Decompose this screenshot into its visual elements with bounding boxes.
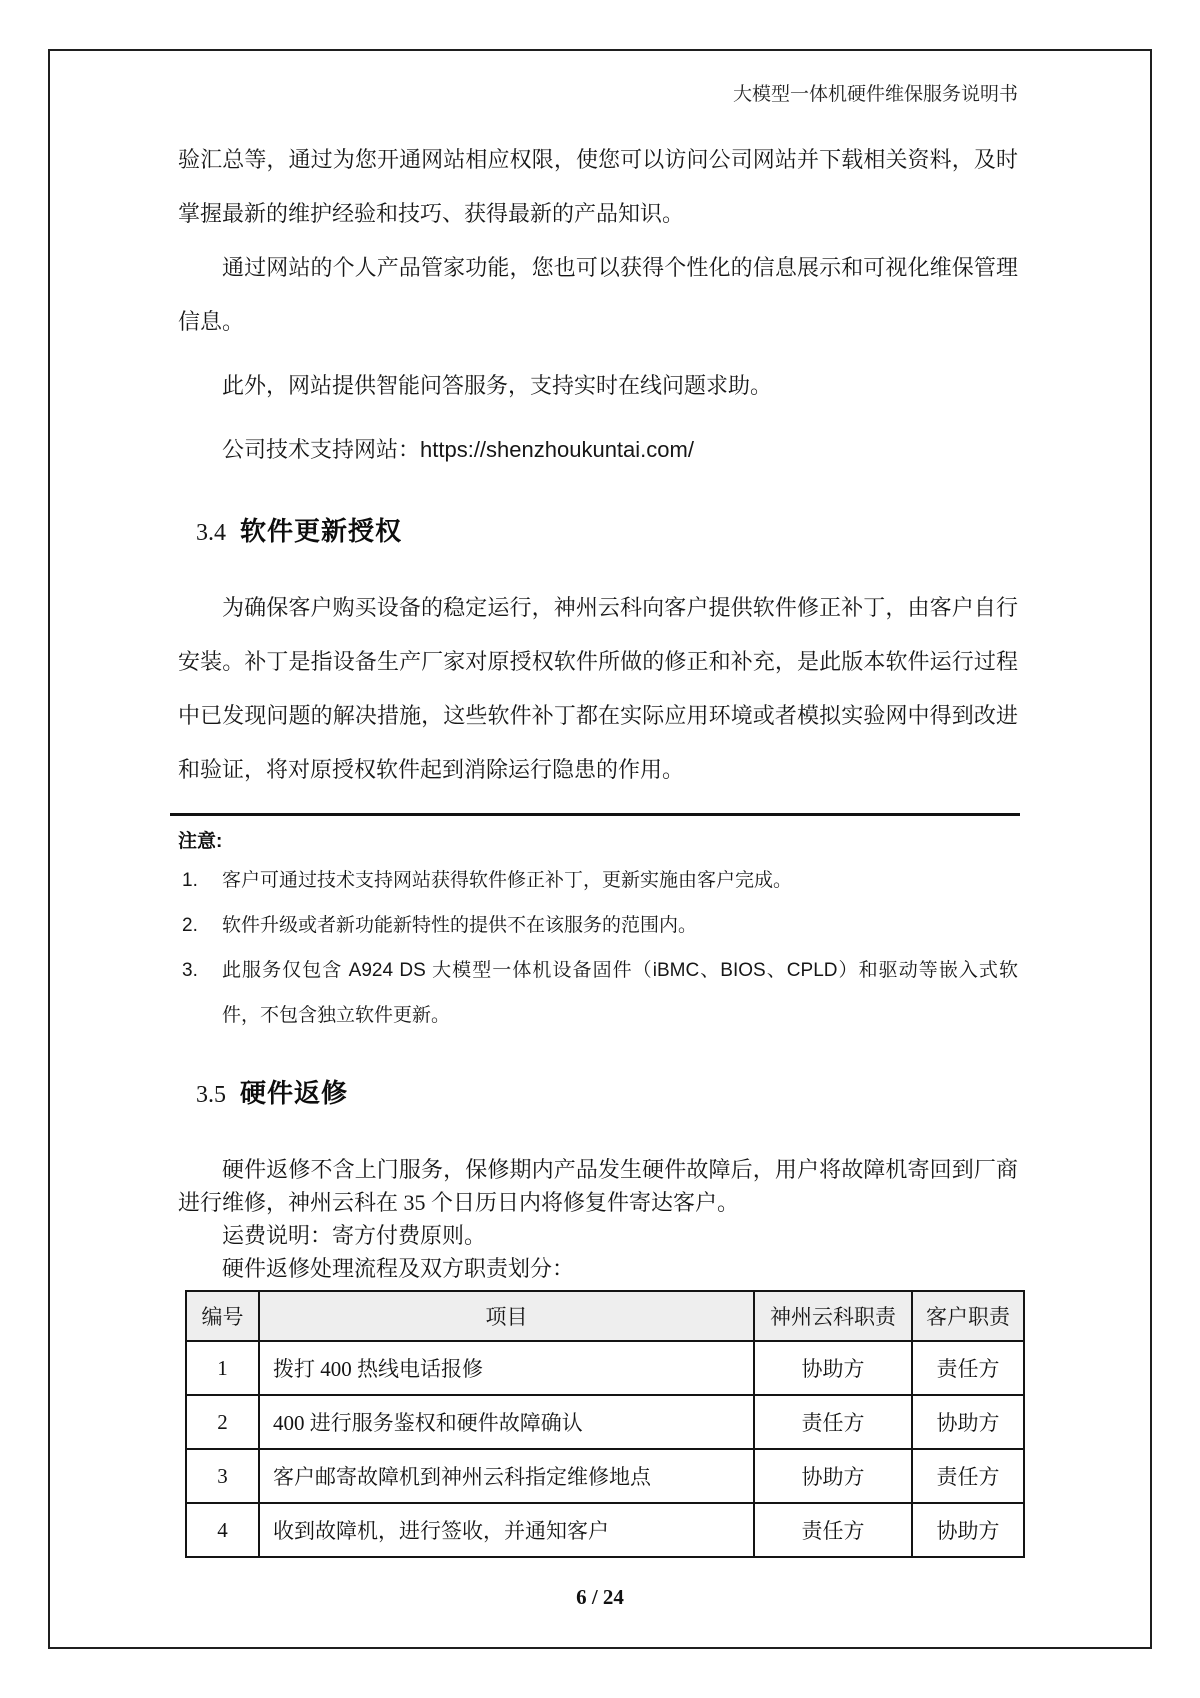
notice-item-number: 2. bbox=[182, 915, 198, 936]
cell-item: 收到故障机，进行签收，并通知客户 bbox=[259, 1503, 754, 1557]
footer-page-number: 6 / 24 bbox=[576, 1585, 624, 1609]
notice-item-text: 此服务仅包含 A924 DS 大模型一体机设备固件（iBMC、BIOS、CPLD）和驱动等嵌入式软件，不包含独立软件更新。 bbox=[222, 960, 1018, 1026]
header-cell-item: 项目 bbox=[259, 1291, 754, 1341]
notice-item bbox=[178, 858, 1018, 903]
notice-divider bbox=[170, 813, 1020, 816]
section-number: 3.5 bbox=[196, 1082, 226, 1108]
header-cell-vendor-duty: 神州云科职责 bbox=[754, 1291, 912, 1341]
section-title: 软件更新授权 bbox=[240, 516, 403, 546]
notice-label: 注意: bbox=[178, 831, 223, 852]
header-title: 大模型一体机硬件维保服务说明书 bbox=[732, 84, 1018, 105]
header-cell-customer-duty: 客户职责 bbox=[912, 1291, 1024, 1341]
table-row bbox=[186, 1395, 1024, 1449]
document-content bbox=[178, 0, 1018, 1558]
cell-vendor-duty: 协助方 bbox=[754, 1449, 912, 1503]
notice-item-number: 1. bbox=[182, 870, 198, 891]
section-number: 3.4 bbox=[196, 520, 226, 546]
support-site-label: 公司技术支持网站： bbox=[222, 437, 421, 462]
section-heading-3-4 bbox=[196, 513, 1018, 551]
notice-item-text: 软件升级或者新功能新特性的提供不在该服务的范围内。 bbox=[222, 915, 698, 936]
support-site-url[interactable]: https://shenzhoukuntai.com/ bbox=[420, 437, 694, 462]
paragraph-hardware-return: 硬件返修不含上门服务，保修期内产品发生硬件故障后，用户将故障机寄回到厂商进行维修，神州云科在 35 个日历日内将修复件寄达客户。 bbox=[178, 1157, 1018, 1215]
cell-number: 3 bbox=[186, 1449, 259, 1503]
notice-item-number: 3. bbox=[182, 960, 198, 981]
cell-item: 400 进行服务鉴权和硬件故障确认 bbox=[259, 1395, 754, 1449]
paragraph-software-patch: 为确保客户购买设备的稳定运行，神州云科向客户提供软件修正补丁，由客户自行安装。补丁是指设备生产厂家对原授权软件所做的修正和补充，是此版本软件运行过程中已发现问题的解决措施，这些软件补丁都在实际应用环境或者模拟实验网中得到改进和验证，将对原授权软件起到消除运行隐患的作用。 bbox=[178, 595, 1018, 782]
table-row bbox=[186, 1341, 1024, 1395]
table-row bbox=[186, 1449, 1024, 1503]
notice-item bbox=[178, 948, 1018, 1038]
cell-vendor-duty: 责任方 bbox=[754, 1503, 912, 1557]
paragraph-qa-service: 此外，网站提供智能问答服务，支持实时在线问题求助。 bbox=[222, 373, 773, 398]
cell-number: 4 bbox=[186, 1503, 259, 1557]
paragraph-product-manager: 通过网站的个人产品管家功能，您也可以获得个性化的信息展示和可视化维保管理信息。 bbox=[178, 255, 1018, 334]
cell-number: 2 bbox=[186, 1395, 259, 1449]
cell-customer-duty: 责任方 bbox=[912, 1341, 1024, 1395]
section-title: 硬件返修 bbox=[240, 1078, 349, 1108]
header-cell-number: 编号 bbox=[186, 1291, 259, 1341]
cell-vendor-duty: 协助方 bbox=[754, 1341, 912, 1395]
cell-customer-duty: 责任方 bbox=[912, 1449, 1024, 1503]
paragraph-support-site bbox=[178, 423, 1018, 477]
cell-number: 1 bbox=[186, 1341, 259, 1395]
notice-item-text: 客户可通过技术支持网站获得软件修正补丁，更新实施由客户完成。 bbox=[222, 870, 793, 891]
cell-customer-duty: 协助方 bbox=[912, 1395, 1024, 1449]
notice-list bbox=[178, 858, 1018, 1038]
paragraph-shipping-note: 运费说明：寄方付费原则。 bbox=[222, 1223, 487, 1248]
table-row bbox=[186, 1503, 1024, 1557]
table-header-row bbox=[186, 1291, 1024, 1341]
cell-customer-duty: 协助方 bbox=[912, 1503, 1024, 1557]
cell-item: 拨打 400 热线电话报修 bbox=[259, 1341, 754, 1395]
cell-vendor-duty: 责任方 bbox=[754, 1395, 912, 1449]
section-heading-3-5 bbox=[196, 1075, 1018, 1113]
paragraph-continuation: 验汇总等，通过为您开通网站相应权限，使您可以访问公司网站并下载相关资料，及时掌握最新的维护经验和技巧、获得最新的产品知识。 bbox=[178, 147, 1018, 226]
paragraph-process-intro: 硬件返修处理流程及双方职责划分： bbox=[222, 1256, 575, 1281]
notice-item bbox=[178, 903, 1018, 948]
responsibility-table bbox=[185, 1290, 1025, 1558]
cell-item: 客户邮寄故障机到神州云科指定维修地点 bbox=[259, 1449, 754, 1503]
